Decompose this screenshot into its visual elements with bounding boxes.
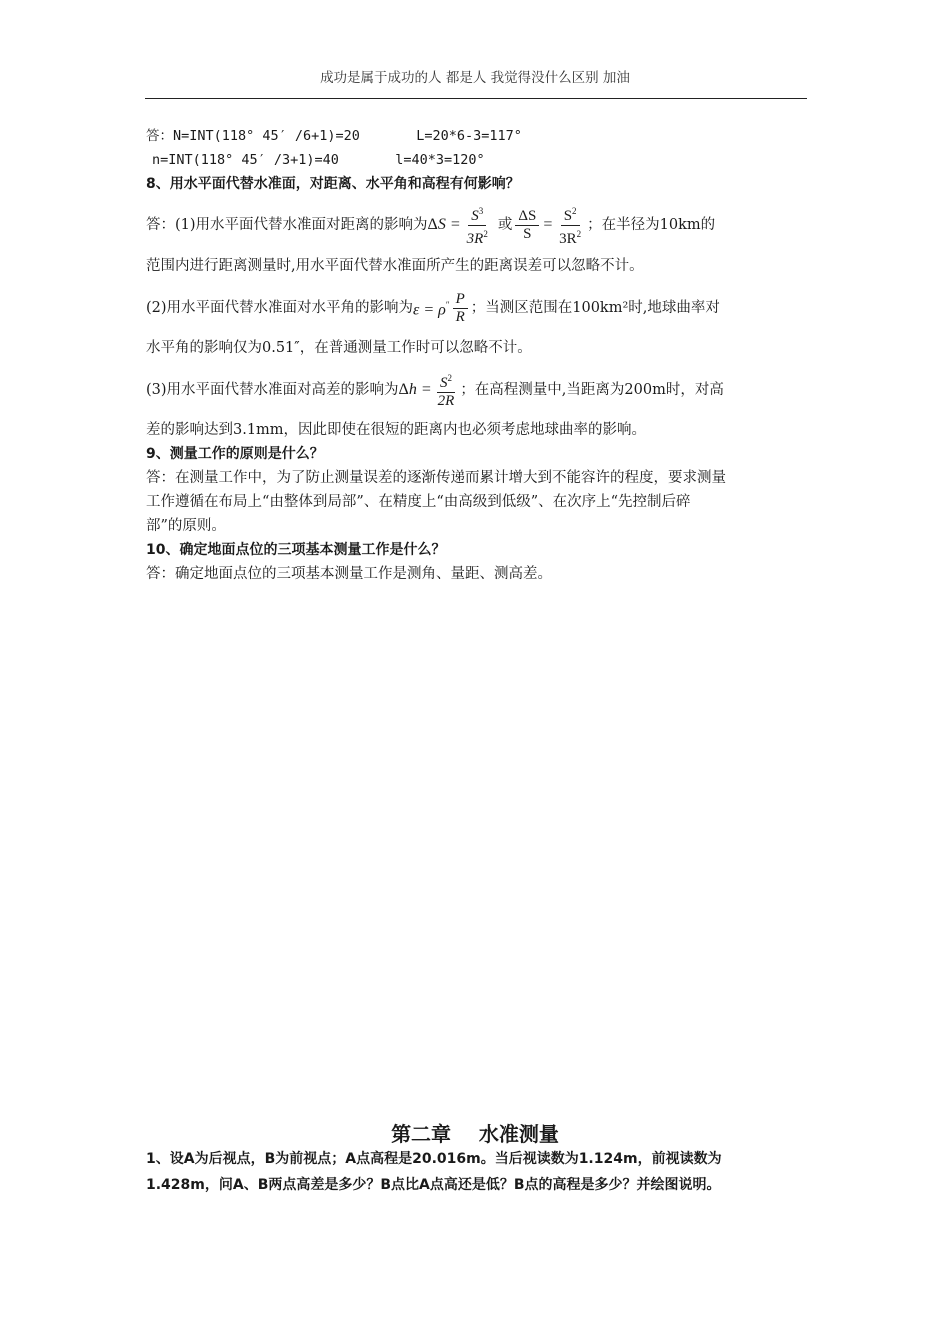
header-divider xyxy=(145,98,807,99)
answer-l3-formula: l=40*3=120° xyxy=(395,152,485,168)
answer-n-formula: 答：N=INT(118° 45′ /6+1)=20 xyxy=(146,128,360,144)
question-10-title: 10、确定地面点位的三项基本测量工作是什么？ xyxy=(146,542,446,558)
answer-line-2 xyxy=(146,148,808,172)
ch2-q1-line1: 1、设A为后视点，B为前视点；A点高程是20.016m。当后视读数为1.124m，前视读数为 xyxy=(146,1151,722,1167)
q8-answer-part1 xyxy=(146,204,808,246)
q8-p2-suffix: ；当测区范围在100km²时,地球曲率对 xyxy=(470,300,720,316)
answer-l-formula: L=20*6-3=117° xyxy=(416,128,522,144)
equals-sign: = xyxy=(542,216,554,233)
q8-p2-prefix: (2)用水平面代替水准面对水平角的影响为 xyxy=(146,300,414,316)
q8-p2-line2: 水平角的影响仅为0.51″，在普通测量工作时可以忽略不计。 xyxy=(146,340,532,356)
question-9-title: 9、测量工作的原则是什么？ xyxy=(146,446,324,462)
formula-s2-over-2r: $\frac{S^2}{2R}$ xyxy=(435,370,458,410)
epsilon-formula: ε = ρ″ xyxy=(413,300,450,319)
q9-answer-line1: 答：在测量工作中，为了防止测量误差的逐渐传递而累计增大到不能容许的程度，要求测量 xyxy=(146,470,726,486)
q8-p1-or: 或 xyxy=(497,217,513,233)
q8-p3-line2: 差的影响达到3.1mm，因此即使在很短的距离内也必须考虑地球曲率的影响。 xyxy=(146,422,647,438)
question-8-title: 8、用水平面代替水准面，对距离、水平角和高程有何影响？ xyxy=(146,176,520,192)
page-header: 成功是属于成功的人 都是人 我觉得没什么区别 加油 xyxy=(320,70,630,86)
formula-p-over-r: $\frac{P}{R}$ xyxy=(453,291,468,326)
q8-answer-part2 xyxy=(146,288,808,328)
delta-h-formula: Δh = xyxy=(398,381,432,398)
chapter-title: 第二章 水准测量 xyxy=(391,1122,559,1146)
content-body xyxy=(146,124,808,586)
q8-p1-prefix: 答：(1)用水平面代替水准面对距离的影响为 xyxy=(146,217,428,233)
answer-line-1 xyxy=(146,124,808,148)
q8-answer-part3 xyxy=(146,370,808,410)
formula-ds-over-s: $\frac{\Delta S}{S}$ xyxy=(515,208,539,243)
q8-p3-suffix: ；在高程测量中,当距离为200m时，对高 xyxy=(460,382,724,398)
q10-answer: 答：确定地面点位的三项基本测量工作是测角、量距、测高差。 xyxy=(146,566,552,582)
ch2-q1-line2: 1.428m，问A、B两点高差是多少？B点比A点高还是低？B点的高程是多少？并绘图说明。 xyxy=(146,1177,721,1193)
delta-s-symbol: ΔS = xyxy=(427,216,461,233)
q8-p1-line2: 范围内进行距离测量时,用水平面代替水准面所产生的距离误差可以忽略不计。 xyxy=(146,258,644,274)
q9-answer-line2: 工作遵循在布局上“由整体到局部”、在精度上“由高级到低级”、在次序上“先控制后碎 xyxy=(146,494,691,510)
answer-n3-formula: n=INT(118° 45′ /3+1)=40 xyxy=(152,152,339,168)
q8-p1-suffix: ；在半径为10km的 xyxy=(587,217,716,233)
formula-s2-over-3r2: $\frac{S^2}{3R^2}$ xyxy=(556,203,584,248)
chapter2-question-1 xyxy=(146,1146,808,1198)
q8-p3-prefix: (3)用水平面代替水准面对高差的影响为 xyxy=(146,382,399,398)
formula-s3-over-3r2: $\frac{S^3}{3R^2}$ xyxy=(464,203,491,248)
q9-answer-line3: 部”的原则。 xyxy=(146,518,226,534)
